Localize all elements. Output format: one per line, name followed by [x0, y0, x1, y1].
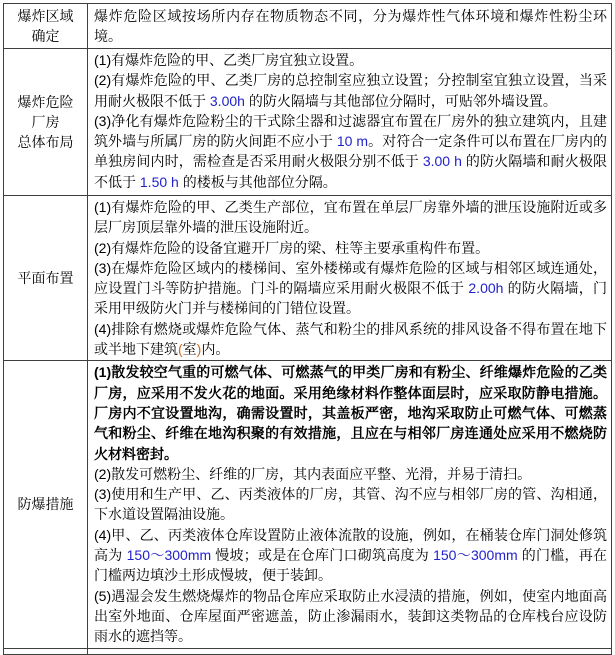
- row-content-cell: [88, 4, 612, 49]
- paragraph: [94, 362, 607, 463]
- text-segment: 2.00h: [468, 280, 504, 297]
- paragraph: [94, 197, 607, 238]
- row-header-cell: [4, 4, 88, 49]
- row-content-cell: [88, 361, 612, 648]
- row-header-text: 确定: [31, 28, 60, 44]
- text-segment: (1)有爆炸危险的甲、乙类厂房宜独立设置。: [94, 52, 364, 68]
- text-segment: (: [178, 341, 183, 358]
- text-segment: 的防火隔墙，门采用甲级防火门并与楼梯间的门错位设置。: [94, 280, 608, 317]
- text-segment: 150～300mm: [433, 547, 518, 564]
- text-segment: (2)有爆炸危险的甲、乙类厂房的总控制室应独立设置；分控制室宜独立设置，当采用耐火极限不低于: [94, 72, 607, 109]
- text-segment: 150～300mm: [126, 547, 212, 564]
- row-content-cell: [88, 49, 612, 196]
- text-segment: 内。: [201, 341, 230, 358]
- text-segment: 室: [182, 341, 197, 358]
- paragraph: [94, 6, 607, 47]
- text-segment: 的楼板与其他部位分隔。: [178, 173, 337, 190]
- paragraph: [94, 70, 607, 111]
- text-segment: (3)在爆炸危险区域内的楼梯间、室外楼梯或有爆炸危险的区域与相邻区域连通处，应设置门斗等防护措施。门斗的隔墙应采用耐火极限不低于: [94, 259, 607, 297]
- row-header-text: 爆炸危险: [17, 93, 74, 110]
- text-segment: (2)散发可燃粉尘、纤维的厂房，其内表面应平整、光滑，并易于清扫。: [94, 465, 532, 482]
- row-header-cell: [4, 361, 88, 648]
- row-header-cell: [4, 196, 88, 361]
- text-segment: 10 m: [336, 133, 369, 150]
- text-segment: 。对符合一定条件可以布置在厂房内的单独房间内时，需检查是否采用耐火极限分别不低于: [94, 133, 608, 170]
- row-header-text: 爆炸区域: [17, 7, 74, 24]
- row-header-text: 厂房: [31, 113, 60, 130]
- text-segment: 的防火隔墙和耐火极限不低于: [94, 153, 607, 190]
- text-segment: 1.50 h: [139, 173, 179, 190]
- paragraph: [94, 111, 607, 192]
- paragraph: [94, 586, 607, 647]
- text-segment: 爆炸危险区域按场所内存在物质物态不同，分为爆炸性气体环境和爆炸性粉尘环境。: [94, 7, 607, 44]
- row-header-text: 防爆措施: [17, 496, 74, 513]
- text-segment: 3.00 h: [422, 153, 462, 170]
- row-content-cell: [88, 196, 612, 361]
- text-segment: (1)散发较空气重的可燃气体、可燃蒸气的甲类厂房和有粉尘、纤维爆炸危险的乙类厂房，应采用不发火花的地面。采用绝缘材料作整体面层时，应采取防静电措施。厂房内不宜设置地沟，确需设置时，其盖板严密，地沟采取防止可燃气体、可燃蒸气和粉尘、纤维在地沟积聚的有效措施，且应在与相邻厂房连通处应采用不燃烧防火材料密封。: [94, 364, 607, 462]
- row-header-text: 平面布置: [17, 270, 74, 287]
- text-segment: (3)净化有爆炸危险粉尘的干式除尘器和过滤器宜布置在厂房外的独立建筑内，且建筑外墙与所属厂房的防火间距不应小于: [94, 112, 607, 150]
- paragraph: [94, 50, 607, 70]
- text-segment: (1)有爆炸危险的甲、乙类生产部位，宜布置在单层厂房靠外墙的泄压设施附近或多层厂房顶层靠外墙的泄压设施附近。: [94, 199, 607, 236]
- paragraph: [94, 525, 607, 586]
- paragraph: [94, 319, 607, 360]
- text-segment: 3.00h: [209, 92, 245, 109]
- text-segment: (4)甲、乙、丙类液体仓库设置防止液体流散的设施，例如，在桶装仓库门洞处修筑高为: [94, 526, 607, 564]
- text-segment: (5)遇湿会发生燃烧爆炸的物品仓库应采取防止水浸渍的措施，例如，使室内地面高出室外地面、仓库屋面严密遮盖，防止渗漏雨水，装卸这类物品的仓库栈台应设防雨水的遮挡等。: [94, 587, 607, 645]
- row-header-text: 总体布局: [17, 134, 74, 151]
- text-segment: (4)排除有燃烧或爆炸危险气体、蒸气和粉尘的排风系统的排风设备不得布置在地下或半地下建筑: [94, 320, 607, 358]
- hazard-table: [3, 3, 612, 655]
- text-segment: 的门槛，再在门槛两边填沙土形成慢坡，便于装卸。: [94, 547, 607, 584]
- text-segment: 慢坡；或是在仓库门口砌筑高度为: [211, 547, 434, 564]
- row-header-cell: [4, 49, 88, 196]
- paragraph: [94, 238, 607, 258]
- text-segment: ): [196, 341, 202, 358]
- paragraph: [94, 464, 607, 484]
- text-segment: 的防火隔墙与其他部位分隔时，可贴邻外墙设置。: [244, 92, 557, 109]
- paragraph: [94, 258, 607, 319]
- text-segment: (3)使用和生产甲、乙、丙类液体的厂房，其管、沟不应与相邻厂房的管、沟相通，下水道设置隔油设施。: [94, 486, 607, 523]
- paragraph: [94, 484, 607, 525]
- text-segment: (2)有爆炸危险的设备宜避开厂房的梁、柱等主要承重构件布置。: [94, 239, 490, 256]
